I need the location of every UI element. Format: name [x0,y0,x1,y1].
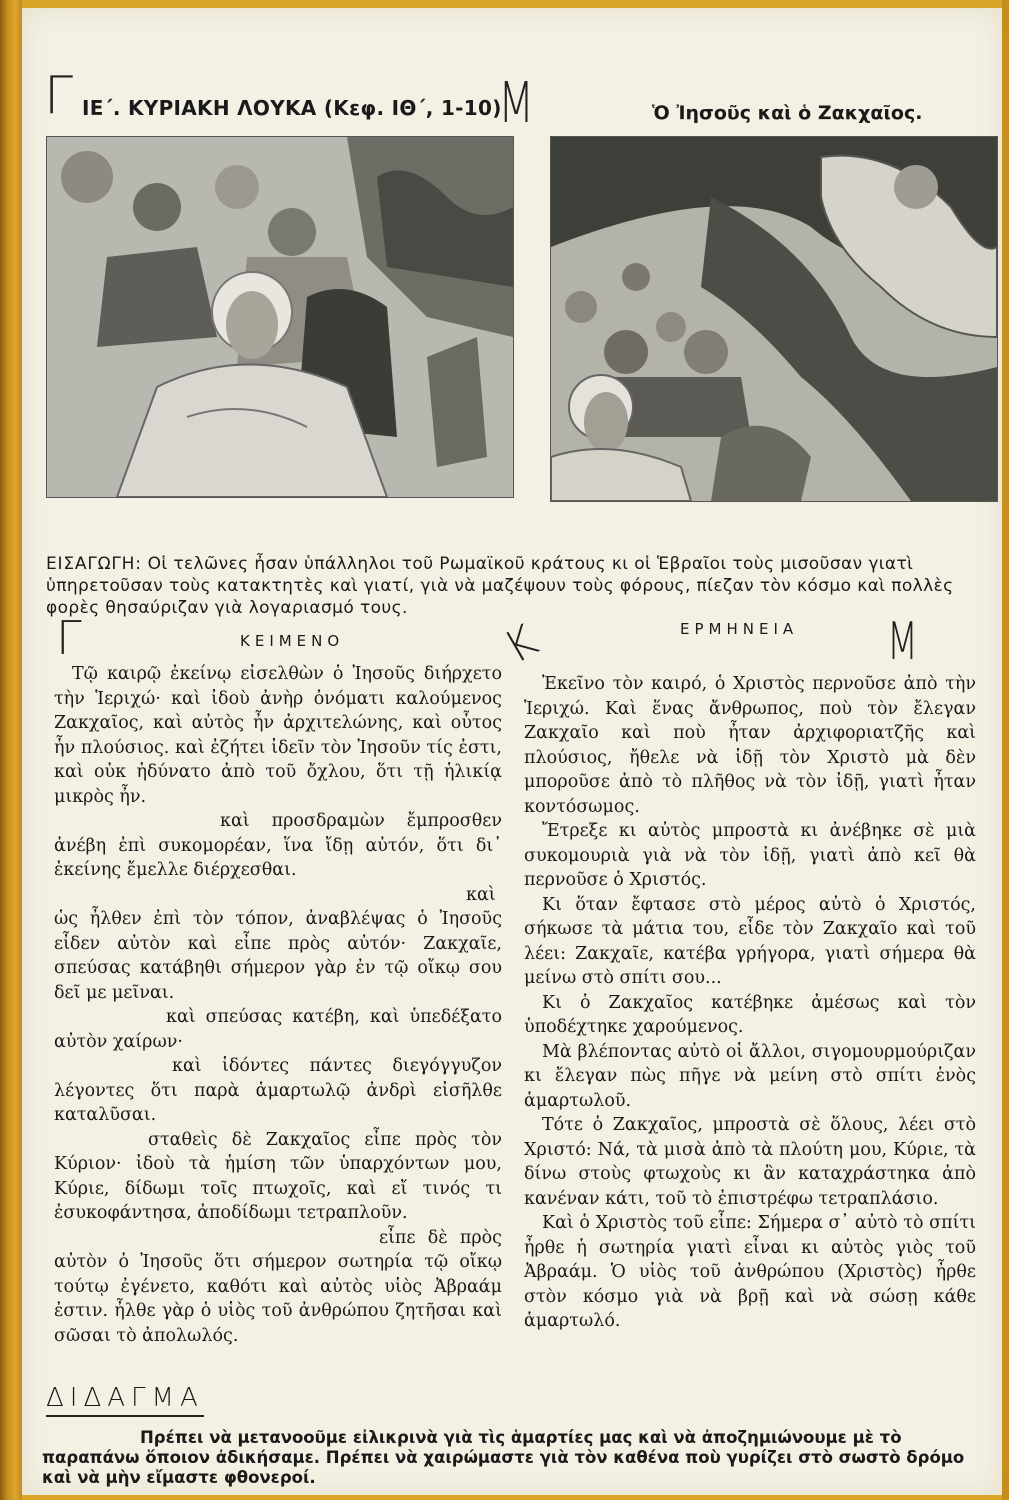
keimeno-paragraph: καὶ σπεύσας κατέβη, καὶ ὑπεδέξατο αὐτὸν χαίρων· [54,1007,502,1052]
ermineia-paragraph: Μὰ βλέποντας αὐτὸ οἱ ἄλλοι, σιγομουρμούριζαν κι ἔλεγαν πὼς πῆγε νὰ μείνη στὸ σπίτι ἑνὸς ἁμαρτωλοῦ. [524,1041,976,1111]
ermineia-paragraph: Τότε ὁ Ζακχαῖος, μπροστὰ σὲ ὅλους, λέει στὸ Χριστό: Νά, τὰ μισὰ ἀπὸ τὰ πλούτη μου, Κύριε, τὰ δίνω στοὺς φτωχοὺς κι ἂν καταχράστηκα ἀπὸ κανέναν κάτι, τοῦ τὸ ἐπιστρέφω τετραπλάσιο. [524,1115,976,1209]
ermineia-paragraph: Ἔτρεξε κι αὐτὸς μπροστὰ κι ἀνέβηκε σὲ μιὰ συκομουριὰ γιὰ νὰ τὸν ἰδῇ, γιατὶ ἀπὸ κεῖ θὰ περνοῦσε ὁ Χριστός. [524,821,976,890]
ermineia-paragraph: Κι ὅταν ἔφτασε στὸ μέρος αὐτὸ ὁ Χριστός, σήκωσε τὰ μάτια του, εἶδε τὸν Ζακχαῖο καὶ τοῦ λέει: Ζακχαῖε, κατέβα γρήγορα, γιατὶ σήμερα θὰ μείνω στὸ σπίτι σου... [524,894,976,988]
didagma-heading: ΔΙΔΑΓΜΑ [46,1383,204,1417]
keimeno-paragraph: καὶ ὡς ἦλθεν ἐπὶ τὸν τόπον, ἀναβλέψας ὁ Ἰησοῦς εἶδεν αὐτὸν καὶ εἶπε πρὸς αὐτόν· Ζακχαῖε, σπεύσας κατάβηθι σήμερον γὰρ ἐν τῷ οἴκῳ σου δεῖ με μεῖναι. [54,884,502,1003]
ermineia-heading: ΕΡΜΗΝΕΙΑ [680,620,799,638]
ermineia-paragraph: Ἐκεῖνο τὸν καιρό, ὁ Χριστὸς περνοῦσε ἀπὸ τὴν Ἱεριχώ. Καὶ ἕνας ἄνθρωπος, ποὺ τὸν ἔλεγαν Ζακχαῖο καὶ ποὺ ἦταν ἀρχιφοριατζῆς καὶ πλούσιος, ἤθελε νὰ ἰδῇ τὸν Χριστὸ μὰ δὲν μποροῦσε ἀπὸ τὸ πλῆθος νὰ τὸν ἰδῇ, γιατὶ ἦταν κοντόσωμος. [524,674,976,817]
handwritten-gamma-mark-2: Γ [56,611,82,665]
page-edge [1002,0,1009,1500]
introduction-text: Οἱ τελῶνες ἦσαν ὑπάλληλοι τοῦ Ρωμαϊκοῦ κράτους κι οἱ Ἑβραῖοι τοὺς μισοῦσαν γιατὶ ὑπηρετοῦσαν τοὺς κατακτητὲς καὶ γιατί, γιὰ νὰ μαζέψουν τοὺς φόρους, πίεζαν τὸν κόσμο καὶ πολλὲς φορὲς θησαύριζαν γιὰ λογαριασμό τους. [46,554,954,618]
ermineia-column [524,672,976,1334]
keimeno-paragraph: Τῷ καιρῷ ἐκείνῳ εἰσελθὼν ὁ Ἰησοῦς διήρχετο τὴν Ἱεριχώ· καὶ ἰδοὺ ἀνὴρ ὀνόματι καλούμενος Ζακχαῖος, καὶ αὐτὸς ἦν ἀρχιτελώνης, καὶ οὗτος ἦν πλούσιος. καὶ ἐζήτει ἰδεῖν τὸν Ἰησοῦν τίς ἐστι, καὶ οὐκ ἠδύνατο ἀπὸ τοῦ ὄχλου, ὅτι τῇ ἡλικίᾳ μικρὸς ἦν. [54,664,502,807]
handwritten-mu-mark-2: Μ [886,612,919,672]
illustration-zacchaeus-tree-drawing [551,137,997,501]
ermineia-paragraph: Καὶ ὁ Χριστὸς τοῦ εἶπε: Σήμερα σ᾿ αὐτὸ τὸ σπίτι ἦρθε ἡ σωτηρία γιατὶ εἶναι κι αὐτὸς γιὸς τοῦ Ἀβραάμ. Ὁ υἱὸς τοῦ ἀνθρώπου (Χριστὸς) ἦρθε στὸν κόσμο γιὰ νὰ βρῇ καὶ νὰ σώσῃ κάθε ἁμαρτωλό. [524,1213,976,1331]
binding-spine [0,0,22,1500]
lesson-title: ΙΕ΄. ΚΥΡΙΑΚΗ ΛΟΥΚΑ (Κεφ. ΙΘ΄, 1-10) [82,96,502,120]
handwritten-gamma-mark: Γ [44,66,73,126]
keimeno-paragraph: σταθεὶς δὲ Ζακχαῖος εἶπε πρὸς τὸν Κύριον· ἰδοὺ τὰ ἡμίση τῶν ὑπαρχόντων μου, Κύριε, δίδωμι τοῖς πτωχοῖς, καὶ εἴ τινός τι ἐσυκοφάντησα, ἀποδίδωμι τετραπλοῦν. [54,1129,502,1223]
introduction-label: ΕΙΣΑΓΩΓΗ: [46,554,142,574]
handwritten-kappa-mark: Κ [495,615,547,674]
keimeno-paragraph: καὶ προσδραμὼν ἔμπροσθεν ἀνέβη ἐπὶ συκομορέαν, ἵνα ἴδῃ αὐτόν, ὅτι δι᾿ ἐκείνης ἔμελλε διέρχεσθαι. [54,811,502,880]
keimeno-paragraph: καὶ ἰδόντες πάντες διεγόγγυζον λέγοντες ὅτι παρὰ ἁμαρτωλῷ ἀνδρὶ εἰσῆλθε καταλῦσαι. [54,1056,502,1125]
didagma-text: Πρέπει νὰ μετανοοῦμε εἰλικρινὰ γιὰ τὶς ἁμαρτίες μας καὶ νὰ ἀποζημιώνουμε μὲ τὸ παραπάνω ὅποιον ἀδικήσαμε. Πρέπει νὰ χαιρώμαστε γιὰ τὸν καθένα ποὺ γυρίζει στὸ σωστὸ δρόμο καὶ νὰ μὴν εἴμαστε φθονεροί. [42,1428,965,1487]
ermineia-paragraph: Κι ὁ Ζακχαῖος κατέβηκε ἀμέσως καὶ τὸν ὑποδέχτηκε χαρούμενος. [524,992,976,1037]
keimeno-column [54,662,502,1348]
keimeno-paragraph: εἶπε δὲ πρὸς αὐτὸν ὁ Ἰησοῦς ὅτι σήμερον σωτηρία τῷ οἴκῳ τούτῳ ἐγένετο, καθότι καὶ αὐτὸς υἱὸς Ἀβραάμ ἐστιν. ἦλθε γὰρ ὁ υἱὸς τοῦ ἀνθρώπου ζητῆσαι καὶ σῶσαι τὸ ἀπολωλός. [54,1227,502,1346]
lesson-subtitle: Ὁ Ἰησοῦς καὶ ὁ Ζακχαῖος. [652,102,923,124]
illustration-jesus-crowd-drawing [47,137,513,497]
illustration-zacchaeus-tree [550,136,998,502]
illustration-jesus-crowd [46,136,514,498]
introduction [46,553,986,619]
keimeno-heading: ΚΕΙΜΕΝΟ [240,632,345,650]
magazine-page [22,8,1002,1495]
handwritten-mu-mark: Μ [498,71,535,136]
